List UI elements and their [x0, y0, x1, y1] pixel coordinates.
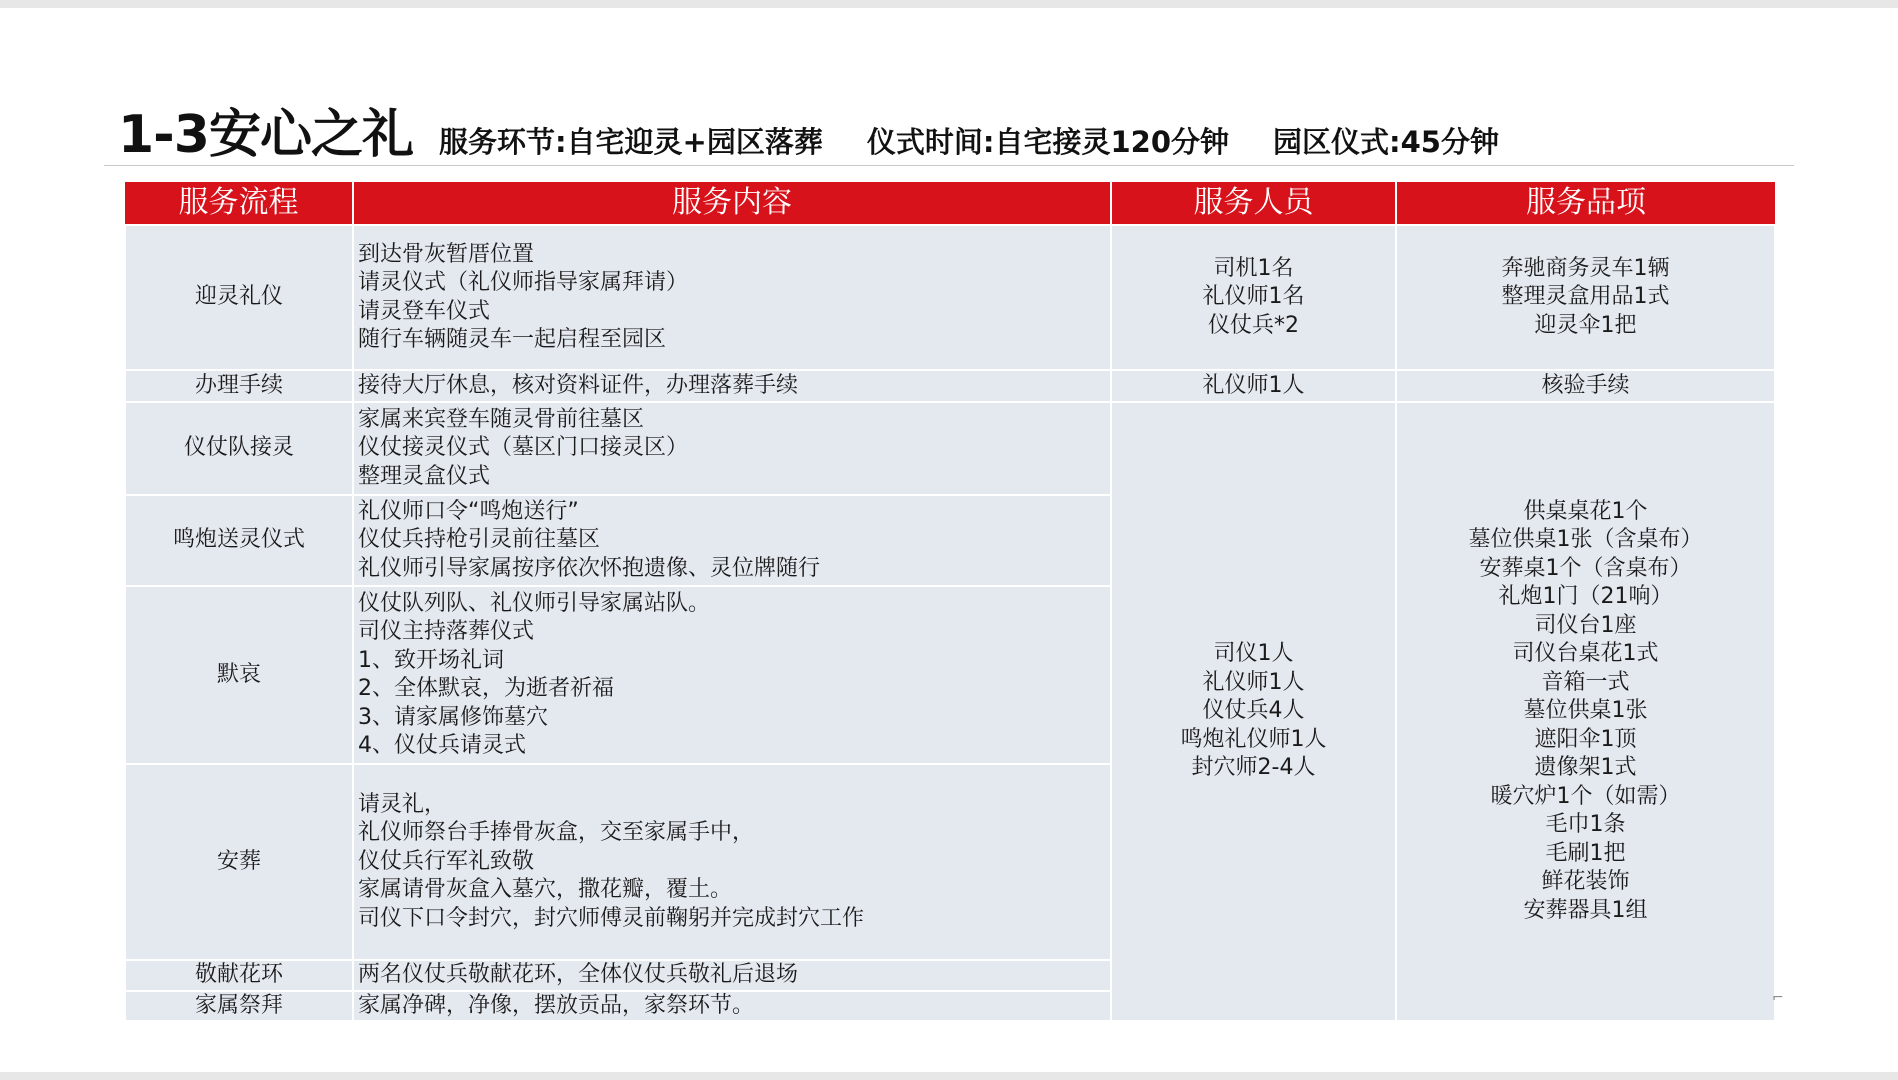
header-process: 服务流程 [125, 182, 353, 225]
item-line: 鲜花装饰 [1541, 869, 1630, 895]
table-row [125, 225, 1775, 370]
content-line: 仪仗队列队、礼仪师引导家属站队。 [358, 590, 711, 616]
content-line: 礼仪师引导家属按序依次怀抱遗像、灵位牌随行 [358, 555, 821, 581]
content-cell [353, 370, 1111, 402]
item-line: 礼炮1门（21响） [1498, 584, 1673, 610]
page-title: 1-3安心之礼 [118, 105, 413, 165]
content-cell [353, 495, 1111, 586]
item-line: 毛刷1把 [1545, 840, 1626, 866]
content-line: 整理灵盒仪式 [358, 463, 491, 489]
step-cell: 默哀 [125, 586, 353, 764]
item-line: 遗像架1式 [1534, 755, 1637, 781]
step-cell: 鸣炮送灵仪式 [125, 495, 353, 586]
ceremony-time-text: 仪式时间:自宅接灵120分钟 [866, 125, 1229, 159]
content-cell [353, 402, 1111, 495]
item-line: 墓位供桌1张 [1523, 698, 1648, 724]
content-line: 礼仪师口令“鸣炮送行” [358, 498, 579, 524]
content-cell [353, 586, 1111, 764]
service-link-text: 服务环节:自宅迎灵+园区落葬 [438, 125, 823, 159]
content-line: 接待大厅休息，核对资料证件，办理落葬手续 [358, 372, 799, 398]
merged-staff-cell [1111, 402, 1396, 1021]
header-content: 服务内容 [353, 182, 1111, 225]
step-cell: 家属祭拜 [125, 991, 353, 1022]
item-line: 音箱一式 [1541, 669, 1630, 695]
step-cell: 敬献花环 [125, 960, 353, 991]
content-line: 请灵登车仪式 [358, 298, 491, 324]
staff-line: 仪仗兵4人 [1202, 698, 1305, 724]
item-line: 毛巾1条 [1545, 812, 1626, 838]
staff-line: 鸣炮礼仪师1人 [1180, 726, 1327, 752]
staff-line: 礼仪师1人 [1202, 372, 1305, 398]
item-line: 遮阳伞1顶 [1534, 726, 1637, 752]
content-line: 仪仗兵持枪引灵前往墓区 [358, 527, 601, 553]
item-line: 司仪台1座 [1534, 612, 1637, 638]
content-line: 到达骨灰暂厝位置 [358, 241, 535, 267]
item-line: 安葬桌1个（含桌布） [1479, 555, 1692, 581]
step-cell: 仪仗队接灵 [125, 402, 353, 495]
content-line: 请灵仪式（礼仪师指导家属拜请） [358, 270, 689, 295]
staff-line: 司机1名 [1213, 255, 1294, 281]
content-line: 家属来宾登车随灵骨前往墓区 [358, 406, 645, 432]
item-line: 安葬器具1组 [1523, 897, 1648, 923]
item-line: 核验手续 [1541, 372, 1630, 398]
top-band [0, 0, 1898, 8]
staff-line: 仪仗兵*2 [1208, 312, 1299, 338]
item-line: 暖穴炉1个（如需） [1490, 783, 1681, 809]
content-cell [353, 225, 1111, 370]
item-line: 供桌桌花1个 [1523, 498, 1648, 524]
step-cell: 办理手续 [125, 370, 353, 402]
content-line: 司仪主持落葬仪式 [358, 619, 535, 644]
table-row [125, 402, 1775, 495]
park-ceremony-text: 园区仪式:45分钟 [1273, 125, 1499, 159]
item-line: 奔驰商务灵车1辆 [1501, 255, 1670, 281]
content-cell [353, 764, 1111, 960]
title-divider [104, 165, 1794, 166]
content-line: 2、全体默哀，为逝者祈福 [358, 676, 614, 701]
content-line: 司仪下口令封穴，封穴师傅灵前鞠躬并完成封穴工作 [358, 905, 865, 931]
items-cell [1396, 370, 1775, 402]
staff-line: 礼仪师1人 [1202, 669, 1305, 695]
staff-cell [1111, 370, 1396, 402]
corner-mark: ⌐ [1772, 990, 1784, 1006]
content-line: 4、仪仗兵请灵式 [358, 733, 526, 758]
staff-cell [1111, 225, 1396, 370]
content-line: 两名仪仗兵敬献花环，全体仪仗兵敬礼后退场 [358, 962, 799, 987]
content-line: 家属净碑，净像，摆放贡品，家祭环节。 [358, 992, 755, 1018]
service-table [124, 182, 1776, 1022]
content-line: 家属请骨灰盒入墓穴，撒花瓣，覆土。 [358, 877, 733, 903]
staff-line: 司仪1人 [1213, 641, 1294, 667]
header-staff: 服务人员 [1111, 182, 1396, 225]
table-header-row [125, 182, 1775, 225]
content-line: 3、请家属修饰墓穴 [358, 704, 548, 730]
merged-items-cell [1396, 402, 1775, 1021]
content-line: 请灵礼， [358, 791, 447, 817]
item-line: 墓位供桌1张（含桌布） [1468, 527, 1703, 553]
content-cell [353, 991, 1111, 1022]
step-cell: 安葬 [125, 764, 353, 960]
item-line: 司仪台桌花1式 [1512, 641, 1659, 667]
item-line: 整理灵盒用品1式 [1501, 284, 1670, 310]
content-line: 仪仗兵行军礼致敬 [358, 848, 535, 874]
step-cell: 迎灵礼仪 [125, 225, 353, 370]
table-row [125, 370, 1775, 402]
staff-line: 封穴师2-4人 [1191, 755, 1316, 781]
staff-line: 礼仪师1名 [1202, 284, 1305, 310]
items-cell [1396, 225, 1775, 370]
content-cell [353, 960, 1111, 991]
item-line: 迎灵伞1把 [1534, 312, 1637, 338]
content-line: 1、致开场礼词 [358, 647, 504, 673]
content-line: 仪仗接灵仪式（墓区门口接灵区） [358, 435, 689, 461]
content-line: 随行车辆随灵车一起启程至园区 [358, 327, 667, 352]
content-line: 礼仪师祭台手捧骨灰盒，交至家属手中， [358, 820, 755, 846]
header-items: 服务品项 [1396, 182, 1775, 225]
bottom-band [0, 1072, 1898, 1080]
title-row [118, 92, 1499, 165]
